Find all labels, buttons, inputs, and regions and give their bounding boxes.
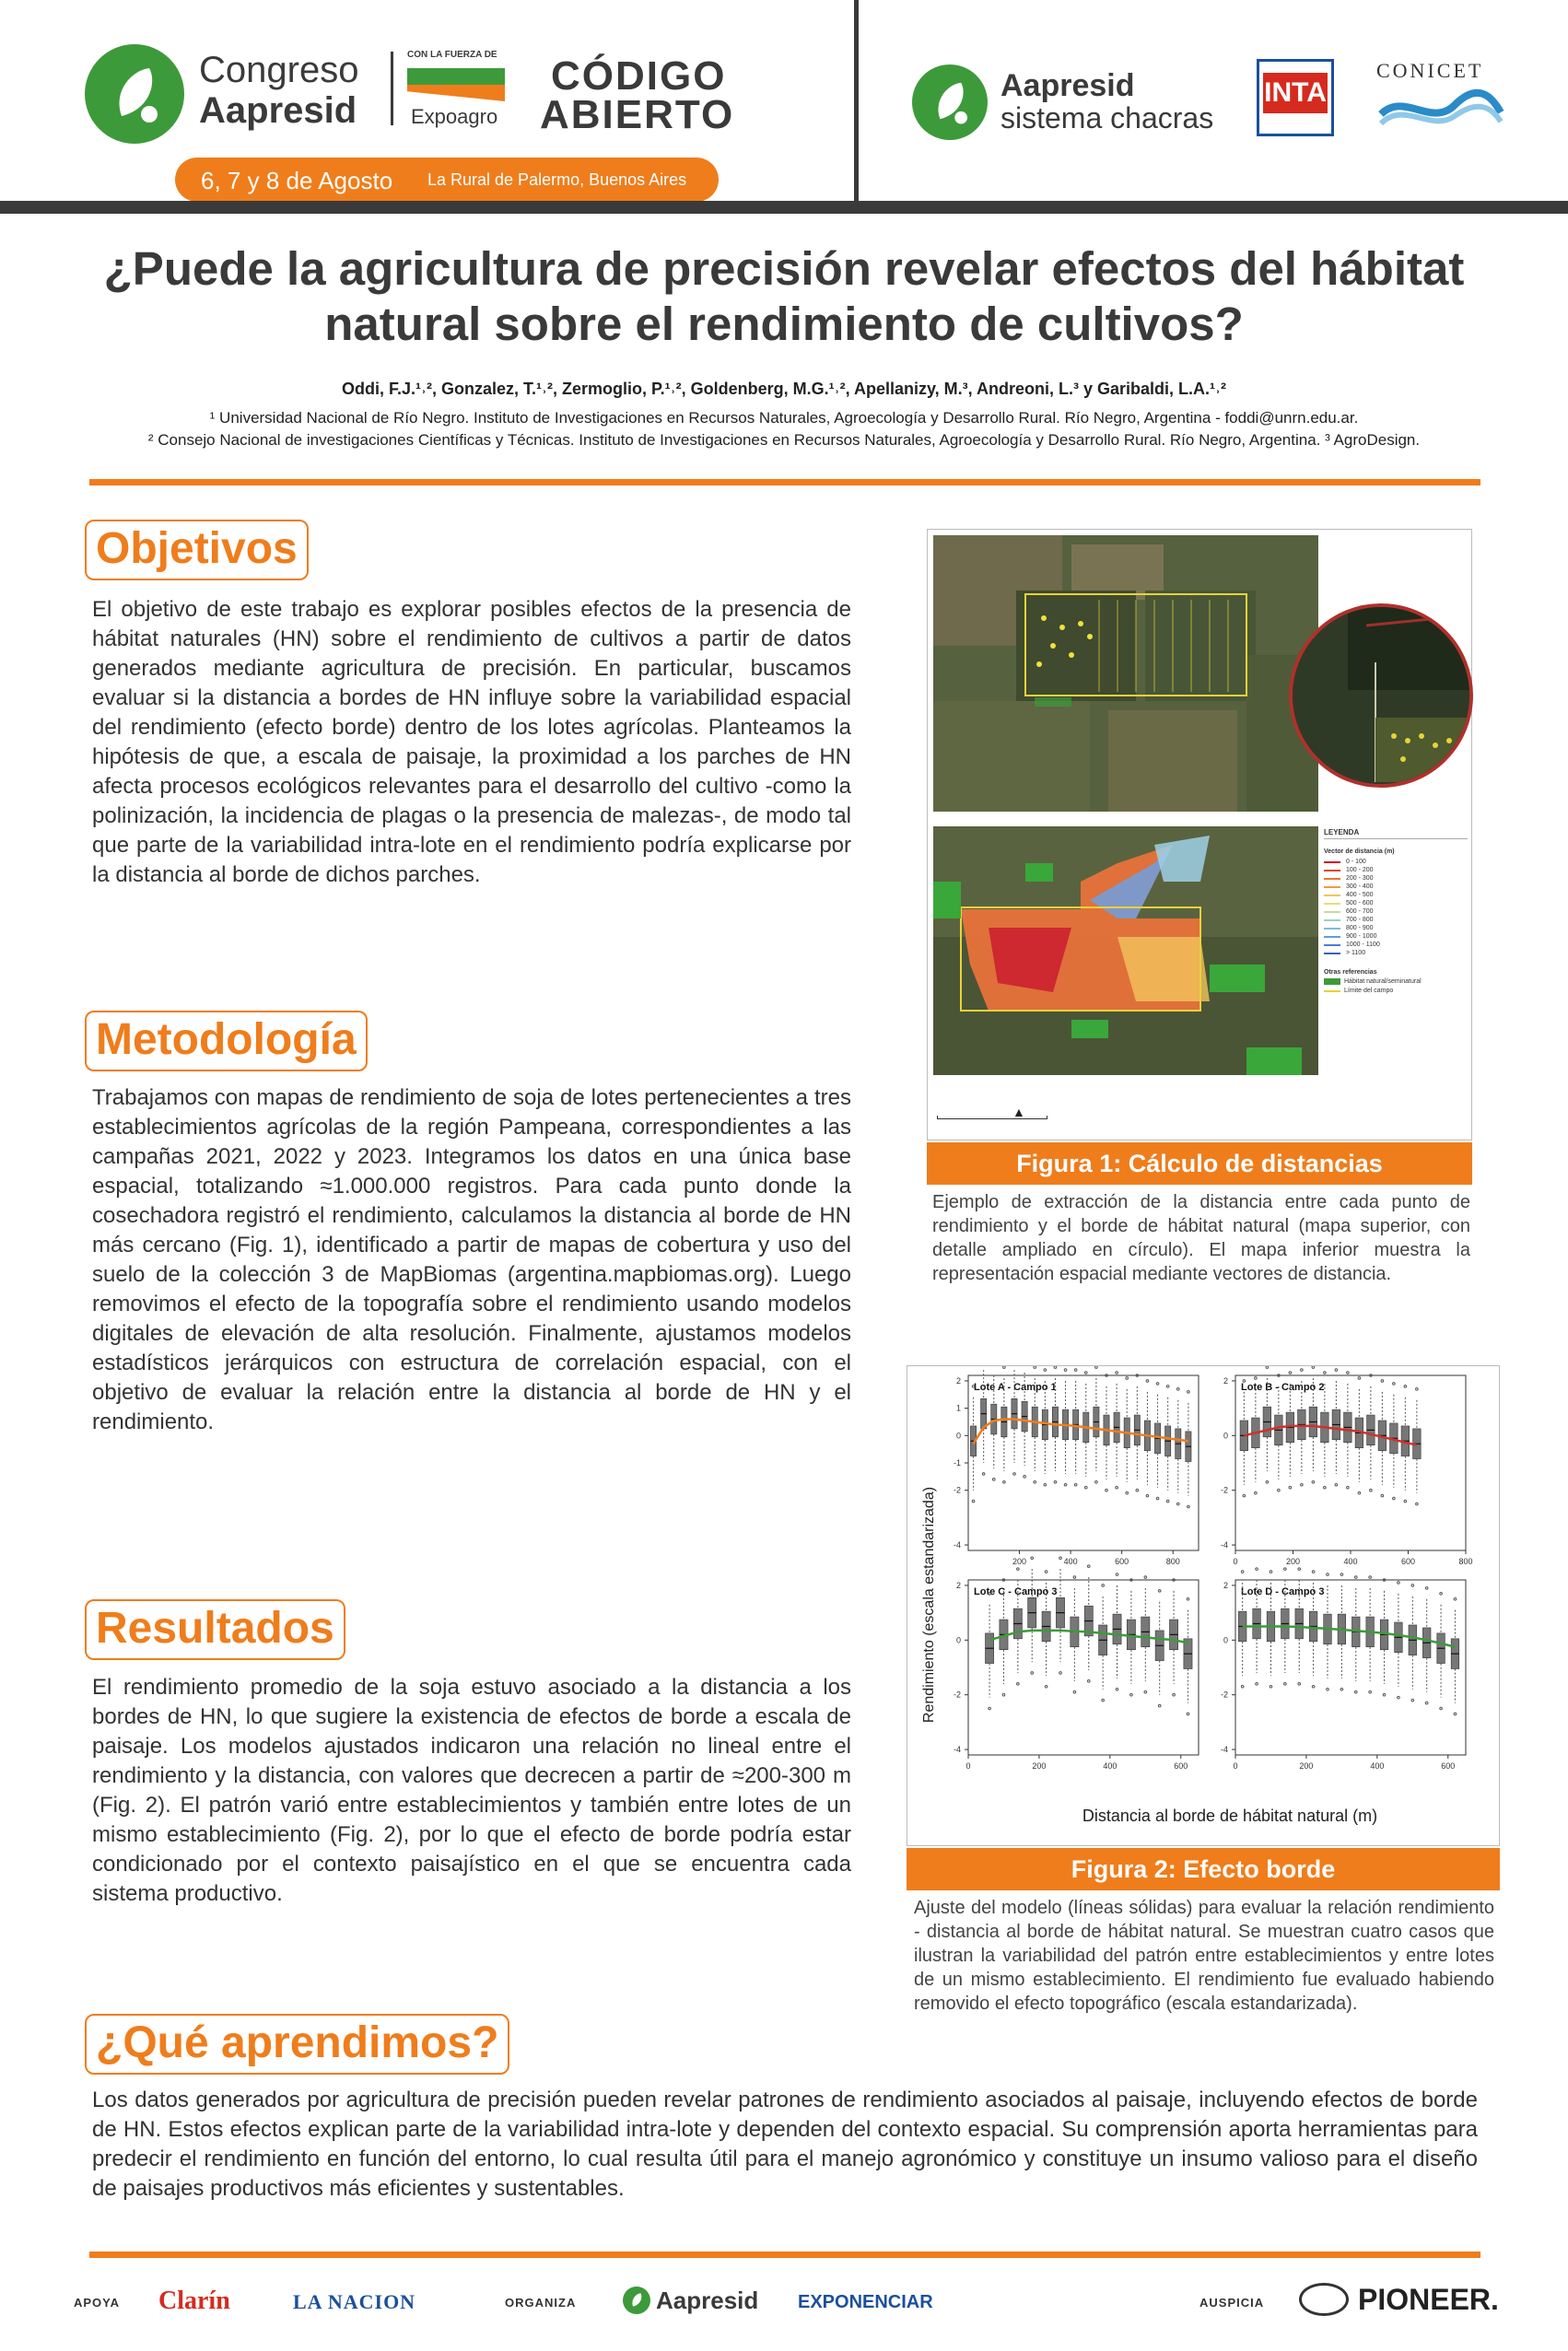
y-tick-label: 1 [955, 1403, 961, 1413]
legend-label: 400 - 500 [1346, 892, 1374, 898]
legend-label: 300 - 400 [1346, 883, 1374, 890]
expoagro-flag-icon [407, 68, 505, 101]
legend-swatch [1324, 953, 1340, 954]
outlier-point [1073, 1576, 1076, 1579]
x-tick-label: 400 [1063, 1557, 1078, 1566]
legend-swatch [1324, 936, 1340, 938]
y-tick-label: 2 [1223, 1375, 1228, 1386]
legend-item [1324, 900, 1468, 906]
legend-label: 900 - 1000 [1346, 933, 1377, 940]
outlier-point [1116, 1573, 1118, 1576]
y-tick-label: -2 [1220, 1690, 1228, 1700]
legend-limit-row [1324, 988, 1468, 994]
outlier-point [1045, 1571, 1047, 1573]
heading-objetivos: Objetivos [85, 520, 309, 580]
outlier-point [1324, 1372, 1327, 1374]
y-tick-label: -4 [1220, 1540, 1228, 1550]
outlier-point [1354, 1576, 1357, 1579]
title-rule [89, 479, 1480, 485]
outlier-point [1347, 1372, 1350, 1374]
legend-item [1324, 892, 1468, 898]
with-force-label: CON LA FUERZA DE [407, 50, 497, 60]
heading-resultados: Resultados [85, 1599, 345, 1660]
inta-logo [1257, 59, 1334, 136]
footer [0, 2259, 1568, 2351]
legend-item [1324, 917, 1468, 923]
legend-swatch [1324, 886, 1340, 888]
y-tick-label: -4 [1220, 1745, 1228, 1755]
conicet-label: CONICET [1376, 59, 1484, 82]
x-tick-label: 200 [1032, 1761, 1047, 1771]
plot-title: Lote B - Campo 2 [1241, 1382, 1325, 1393]
header-bar [0, 0, 1568, 205]
y-tick-label: -2 [953, 1690, 961, 1700]
map-legend [1324, 826, 1468, 1075]
legend-label: 1000 - 1100 [1346, 942, 1380, 948]
legend-other-refs: Otras referencias [1324, 969, 1377, 976]
figure-1-caption: Ejemplo de extracción de la distancia entre cada punto de rendimiento y el borde de hábitat natural (mapa superior, con detalle ampliado en círculo). El mapa inferior muestra la representación espacial mediante vectores de distancia. [932, 1192, 1470, 1284]
x-tick-label: 800 [1165, 1557, 1180, 1566]
outlier-point [1241, 1571, 1244, 1573]
zoom-detail-circle [1289, 603, 1473, 788]
legend-item [1324, 933, 1468, 940]
x-tick-label: 200 [1012, 1557, 1027, 1566]
sistema-line1: Aapresid [1000, 68, 1135, 103]
divider-line [391, 52, 393, 125]
y-tick-label: 0 [1223, 1635, 1228, 1645]
legend-item [1324, 908, 1468, 915]
y-tick-label: 0 [955, 1431, 961, 1441]
event-venue: La Rural de Palermo, Buenos Aires [427, 170, 687, 189]
y-tick-label: 2 [955, 1580, 961, 1590]
aapresid-leaf-icon [85, 44, 184, 144]
text-objetivos: El objetivo de este trabajo es explorar posibles efectos de la presencia de hábitat naturales (HN) sobre el rendimiento de cultivos a partir de datos generados mediante agricultura de precisión. En particular, buscamos evaluar si la distancia a bordes de HN influye sobre la variabilidad espacial del rendimiento (efecto borde) dentro de los lotes agrícolas. Planteamos la hipótesis de que, a escala de paisaje, la proximidad a los parches de HN afecta procesos ecológicos relevantes para el desarrollo del cultivo -como la polinización, la incidencia de plagas o la presencia de malezas-, de modo tal que parte de la variabilidad intra-lote en el rendimiento podría explicarse por la distancia al borde de dichos parches. [92, 597, 851, 887]
footer-organiza: ORGANIZA [505, 2296, 577, 2310]
legend-item [1324, 867, 1468, 873]
x-tick-label: 200 [1299, 1761, 1314, 1771]
footer-auspicia: AUSPICIA [1199, 2296, 1265, 2310]
legend-title: LEYENDA [1324, 826, 1468, 839]
legend-label: 100 - 200 [1346, 867, 1374, 873]
footer-exponencial: EXPONENCIAR [798, 2292, 933, 2312]
x-tick-label: 400 [1343, 1557, 1358, 1566]
outlier-point [1054, 1366, 1057, 1368]
legend-swatch [1324, 878, 1340, 880]
y-tick-label: -2 [1220, 1485, 1228, 1495]
outlier-point [1298, 1568, 1301, 1571]
outlier-point [1059, 1557, 1062, 1560]
footer-pioneer: PIONEER. [1358, 2283, 1499, 2316]
figure-2-ylabel: Rendimiento (escala estandarizada) [921, 1486, 937, 1724]
legend-hn: Hábitat natural/seminatural [1344, 978, 1422, 985]
x-tick-label: 0 [1233, 1557, 1238, 1566]
pioneer-logo-icon [1299, 2283, 1349, 2316]
x-tick-label: 200 [1285, 1557, 1301, 1566]
footer-apoya: APOYA [74, 2296, 121, 2310]
codigo-line2: ABIERTO [540, 92, 735, 137]
legend-label: 700 - 800 [1346, 917, 1374, 923]
outlier-point [1074, 1369, 1077, 1372]
outlier-point [1116, 1372, 1118, 1374]
outlier-point [1087, 1565, 1090, 1568]
y-tick-label: -1 [953, 1458, 961, 1468]
outlier-point [1335, 1369, 1338, 1372]
inta-text: INTA [1263, 73, 1328, 113]
figure-2-frame [907, 1365, 1500, 1846]
congress-name-line1: Congreso [199, 50, 359, 90]
outlier-point [1340, 1573, 1343, 1576]
outlier-point [1003, 1366, 1006, 1368]
x-tick-label: 0 [1233, 1761, 1238, 1771]
footer-rule [89, 2252, 1480, 2258]
legend-swatch [1324, 903, 1340, 905]
conicet-wave-icon [1376, 87, 1505, 133]
legend-item [1324, 875, 1468, 882]
plot-title: Lote D - Campo 3 [1241, 1586, 1325, 1597]
plot-title: Lote A - Campo 1 [974, 1382, 1057, 1393]
outlier-point [1266, 1366, 1269, 1368]
plot-panel [968, 1580, 1199, 1755]
legend-item [1324, 950, 1468, 956]
outlier-point [1031, 1557, 1034, 1560]
outlier-point [1270, 1571, 1272, 1573]
outlier-point [1301, 1369, 1304, 1372]
footer-nacion: LA NACION [293, 2290, 416, 2313]
legend-item [1324, 859, 1468, 865]
footer-aapresid: Aapresid [656, 2287, 759, 2314]
y-tick-label: 2 [955, 1375, 961, 1386]
sistema-chacras-leaf-icon [912, 64, 988, 140]
figure-2-caption: Ajuste del modelo (líneas sólidas) para evaluar la relación rendimiento - distancia al borde de hábitat natural. Se muestran cuatro casos que ilustran la variabilidad del patrón entre establecimientos y entre lotes de un mismo establecimiento. El rendimiento fue evaluado habiendo removido el efecto topográfico (escala estandarizada). [914, 1898, 1494, 2014]
affiliation-2: ² Consejo Nacional de investigaciones Científicas y Técnicas. Instituto de Investigaciones en Recursos Naturales, Agroecología y Desarrollo Rural. Río Negro, Argentina. ³ AgroDesign. [147, 431, 1421, 449]
legend-swatch [1324, 895, 1340, 896]
figure-2-plots [907, 1366, 1501, 1799]
y-tick-label: -2 [953, 1485, 961, 1495]
legend-label: 200 - 300 [1346, 875, 1374, 882]
affiliation-1: ¹ Universidad Nacional de Río Negro. Instituto de Investigaciones en Recursos Naturales, Agroecología y Desarrollo Rural. Río Negro, Argentina - foddi@unrn.edu.ar. [209, 409, 1359, 427]
x-tick-label: 800 [1458, 1557, 1473, 1566]
legend-vector-title: Vector de distancia (m) [1324, 848, 1395, 855]
legend-swatch [1324, 944, 1340, 946]
outlier-point [1064, 1369, 1067, 1372]
header-bottom-rule [0, 201, 1568, 214]
legend-label: 500 - 600 [1346, 900, 1374, 906]
plot-panel [1235, 1580, 1466, 1755]
event-date-pill [175, 158, 719, 202]
legend-label: 800 - 900 [1346, 925, 1374, 931]
x-tick-label: 400 [1370, 1761, 1385, 1771]
poster-title: ¿Puede la agricultura de precisión revelar efectos del hábitat natural sobre el rendimiento de cultivos? [103, 242, 1465, 350]
satellite-map-top [933, 535, 1318, 812]
y-tick-label: -4 [953, 1540, 961, 1550]
outlier-point [1084, 1372, 1087, 1374]
legend-label: > 1100 [1346, 950, 1366, 956]
x-tick-label: 600 [1400, 1557, 1416, 1566]
outlier-point [1144, 1576, 1147, 1579]
outlier-point [1312, 1571, 1315, 1573]
legend-hn-row [1324, 978, 1468, 985]
figure-1-frame [927, 529, 1472, 1140]
legend-limit: Límite del campo [1344, 988, 1394, 994]
heading-aprendimos: ¿Qué aprendimos? [85, 2014, 509, 2075]
north-arrow-icon: ▲ [1012, 1105, 1025, 1119]
figure-1-band: Figura 1: Cálculo de distancias [927, 1142, 1472, 1185]
outlier-point [1327, 1573, 1329, 1576]
outlier-point [1369, 1576, 1372, 1579]
legend-swatch [1324, 919, 1340, 921]
text-aprendimos: Los datos generados por agricultura de precisión pueden revelar patrones de rendimiento asociados al paisaje, incluyendo efectos de borde de HN. Estos efectos explican parte de la variabilidad intra-lote y dependen del contexto espacial. Su comprensión aporta herramientas para predecir el rendimiento en función del entorno, lo cual resulta útil para el manejo agronómico y constituye un insumo valioso para el diseño de paisajes productivos más eficientes y sustentables. [92, 2088, 1478, 2201]
x-tick-label: 400 [1103, 1761, 1117, 1771]
legend-list [1324, 859, 1468, 956]
legend-item [1324, 942, 1468, 948]
legend-label: 600 - 700 [1346, 908, 1374, 915]
codigo-line1: CÓDIGO [551, 53, 727, 99]
legend-swatch [1324, 870, 1340, 871]
figure-2-xlabel: Distancia al borde de hábitat natural (m) [1082, 1807, 1378, 1825]
outlier-point [1256, 1568, 1258, 1571]
outlier-point [1044, 1369, 1047, 1372]
heading-metodologia: Metodología [85, 1011, 368, 1071]
footer-clarin: Clarín [158, 2287, 230, 2315]
legend-label: 0 - 100 [1346, 859, 1366, 865]
outlier-point [1034, 1366, 1036, 1368]
outlier-point [1284, 1568, 1287, 1571]
expoagro-label: Expoagro [411, 105, 498, 128]
outlier-point [1312, 1366, 1315, 1368]
outlier-point [1289, 1372, 1292, 1374]
event-date: 6, 7 y 8 de Agosto [201, 167, 393, 194]
footer-aapresid-icon [623, 2287, 650, 2314]
distance-vector-map [933, 826, 1318, 1075]
legend-swatch [1324, 928, 1340, 930]
plot-title: Lote C - Campo 3 [974, 1586, 1058, 1597]
x-tick-label: 600 [1441, 1761, 1456, 1771]
authors: Oddi, F.J.¹˒², Gonzalez, T.¹˒², Zermoglio, P.¹˒², Goldenberg, M.G.¹˒², Apellanizy, M.³, Andreoni, L.³ y Garibaldi, L.A.¹˒² [341, 380, 1226, 398]
text-resultados: El rendimiento promedio de la soja estuvo asociado a la distancia a los bordes de HN, lo que sugiere la existencia de efectos de borde a escala de paisaje. Los modelos ajustados indicaron una relación no lineal entre el rendimiento y la distancia, con valores que decrecen a partir de ≈200-300 m (Fig. 2). El patrón varió entre establecimientos y también entre lotes de un mismo establecimiento (Fig. 2), por lo que el efecto de borde podría estar condicionado por el contexto paisajístico en el que se encuentra cada sistema productivo. [92, 1675, 851, 1906]
legend-swatch [1324, 911, 1340, 913]
x-tick-label: 600 [1115, 1557, 1129, 1566]
y-tick-label: 0 [955, 1635, 961, 1645]
y-tick-label: -4 [953, 1745, 961, 1755]
header-vertical-divider [854, 0, 859, 201]
legend-item [1324, 883, 1468, 890]
y-tick-label: 0 [1223, 1431, 1228, 1441]
text-metodologia: Trabajamos con mapas de rendimiento de soja de lotes pertenecientes a tres establecimientos agrícolas de la región Pampeana, correspondientes a las campañas 2021, 2022 y 2023. Integramos los datos en una única base espacial, totalizando ≈1.000.000 registros. Para cada punto donde la cosechadora registró el rendimiento, calculamos la distancia al borde de HN más cercano (Fig. 1), identificado a partir de mapas de cobertura y uso del suelo de la colección 3 de MapBiomas (argentina.mapbiomas.org). Luego removimos el efecto de la topografía sobre el rendimiento usando modelos digitales de elevación de alta resolución. Finalmente, ajustamos modelos estadísticos jerárquicos con estructura de correlación espacial, con el objetivo de evaluar la relación entre la distancia al borde de HN y el rendimiento. [92, 1085, 851, 1434]
legend-item [1324, 925, 1468, 931]
x-tick-label: 0 [965, 1761, 971, 1771]
outlier-point [1095, 1366, 1098, 1368]
outlier-point [1017, 1568, 1020, 1571]
x-tick-label: 600 [1174, 1761, 1188, 1771]
legend-swatch [1324, 861, 1340, 863]
plot-panel [968, 1375, 1199, 1550]
figure-2-band: Figura 2: Efecto borde [907, 1848, 1500, 1890]
congress-name-line2: Aapresid [199, 90, 357, 131]
plot-panel [1235, 1375, 1466, 1550]
sistema-line2: sistema chacras [1000, 101, 1214, 135]
y-tick-label: 2 [1223, 1580, 1228, 1590]
scale-bar [937, 1116, 1047, 1119]
